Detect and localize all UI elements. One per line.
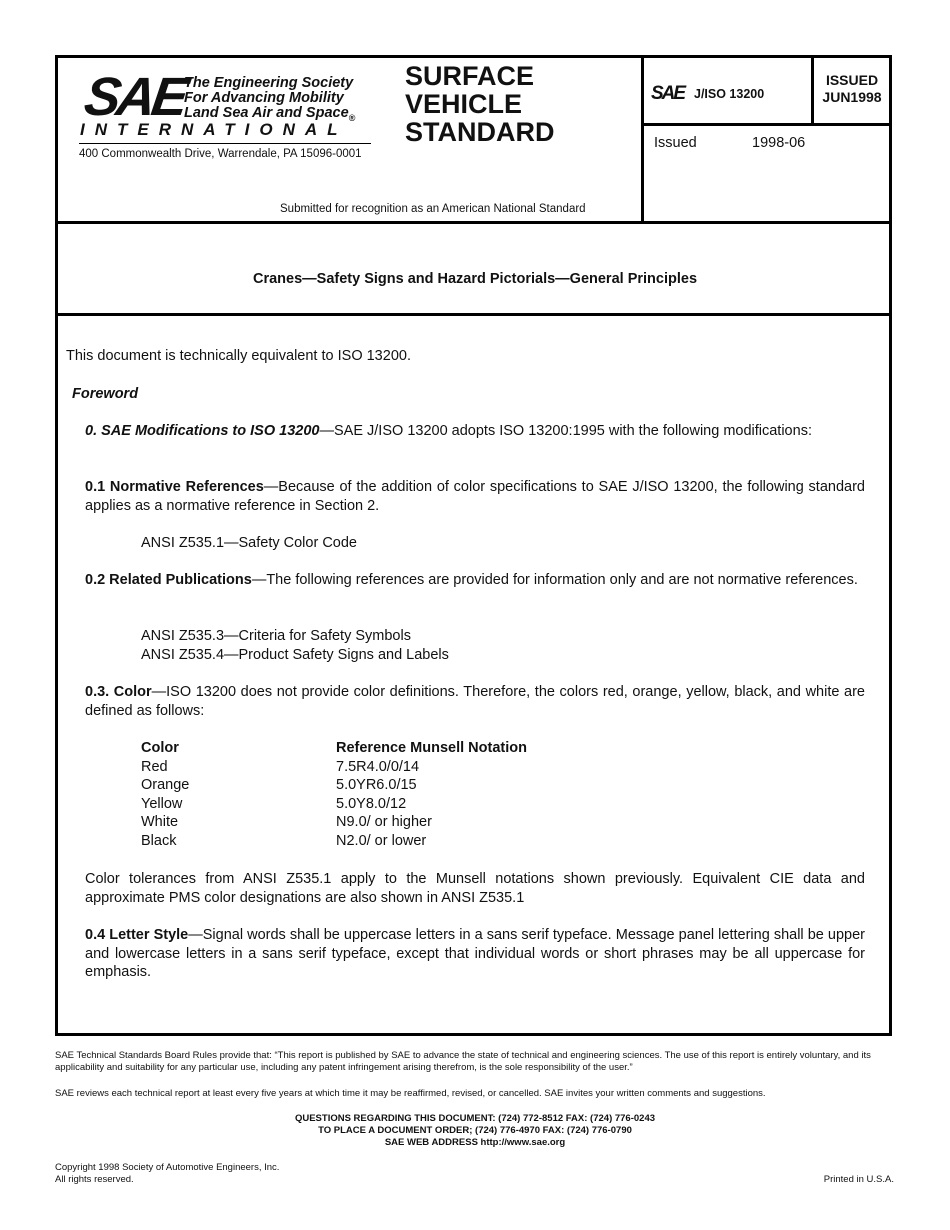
section-0-3-text: —ISO 13200 does not provide color definitions. Therefore, the colors red, orange, yellow, black, and white are defined as follows: [85, 684, 865, 719]
tagline-line-1: The Engineering Society [184, 75, 354, 91]
tagline-line-2: For Advancing Mobility [184, 90, 344, 106]
color-table-header: Color [141, 740, 179, 756]
color-table-cell: Red [141, 758, 168, 775]
issued-date: 1998-06 [752, 135, 806, 151]
issued-label: Issued [654, 135, 697, 151]
footer-contact [55, 1113, 895, 1149]
section-0-heading: 0. SAE Modifications to ISO 13200 [85, 423, 320, 439]
category-title [405, 62, 555, 146]
copyright [55, 1162, 455, 1186]
color-table-cell: Yellow [141, 795, 183, 812]
submitted-note: Submitted for recognition as an American National Standard [280, 203, 586, 215]
section-0 [85, 422, 865, 441]
section-0-1-heading: 0.1 Normative References [85, 479, 264, 495]
color-table-cell: White [141, 814, 179, 830]
foreword-heading: Foreword [72, 386, 139, 402]
header-vertical-divider [641, 55, 644, 223]
status-line-2: JUN1998 [822, 89, 882, 105]
color-table-header: Reference Munsell Notation [336, 740, 527, 756]
related-publications-list [141, 627, 449, 664]
sae-mini-logo: SAE [651, 83, 685, 104]
section-0-3-heading: 0.3. Color [85, 684, 152, 700]
section-0-1 [85, 478, 865, 515]
title-divider [55, 313, 892, 316]
normative-reference: ANSI Z535.1—Safety Color Code [141, 535, 357, 551]
section-0-4-text: —Signal words shall be uppercase letters in a sans serif typeface. Message panel lettering shall be upper and lowercase letters in a sans serif typeface, except that individual words or short phrases may be all uppercase for emphasis. [85, 927, 865, 980]
intro-text: This document is technically equivalent to ISO 13200. [66, 348, 411, 364]
contact-line: SAE WEB ADDRESS http://www.sae.org [384, 1137, 566, 1148]
footer-rules: SAE Technical Standards Board Rules provide that: “This report is published by SAE to advance the state of technical and engineering sciences. The use of this report is entirely voluntary, and its applicability and suitability for any particular use, including any patent infringement arising therefrom, is the sole responsibility of the user.” [55, 1050, 871, 1073]
copyright-line: Copyright 1998 Society of Automotive Engineers, Inc. [55, 1162, 280, 1173]
color-table-cell: N2.0/ or lower [336, 832, 427, 849]
color-tolerance-text: Color tolerances from ANSI Z535.1 apply to the Munsell notations shown previously. Equivalent CIE data and approximate PMS color designations are also shown in ANSI Z535.1 [85, 871, 865, 906]
header-divider [55, 221, 892, 224]
color-table-col-color [141, 739, 189, 850]
contact-line: TO PLACE A DOCUMENT ORDER; (724) 776-4970 FAX: (724) 776-0790 [318, 1125, 632, 1136]
printed-note: Printed in U.S.A. [823, 1174, 894, 1185]
section-0-2-heading: 0.2 Related Publications [85, 572, 252, 588]
category-line-2: VEHICLE [405, 89, 523, 119]
international-wordmark: INTERNATIONAL [80, 120, 348, 139]
color-table-cell: Black [141, 832, 177, 849]
category-line-3: STANDARD [405, 117, 555, 147]
related-publication: ANSI Z535.3—Criteria for Safety Symbols [141, 628, 411, 644]
color-table-cell: Orange [141, 777, 190, 793]
color-table-cell: N9.0/ or higher [336, 814, 432, 830]
document-title: Cranes—Safety Signs and Hazard Pictorials—General Principles [252, 271, 698, 287]
status-badge [814, 72, 890, 106]
section-0-1-text: —Because of the addition of color specifications to SAE J/ISO 13200, the following standard applies as a normative reference in Section 2. [85, 479, 865, 514]
color-table-cell: 7.5R4.0/0/14 [336, 758, 420, 775]
section-0-text: —SAE J/ISO 13200 adopts ISO 13200:1995 with the following modifications: [319, 423, 812, 439]
docnum-divider [641, 123, 892, 126]
color-table-col-munsell [336, 739, 527, 850]
society-tagline [184, 76, 355, 126]
section-0-4-heading: 0.4 Letter Style [85, 927, 189, 943]
rights-line: All rights reserved. [55, 1174, 134, 1185]
section-0-2 [85, 571, 865, 590]
category-line-1: SURFACE [405, 61, 535, 91]
footer-review: SAE reviews each technical report at least every five years at which time it may be reaffirmed, revised, or cancelled. SAE invites your written comments and suggestions. [55, 1088, 766, 1099]
contact-line: QUESTIONS REGARDING THIS DOCUMENT: (724) 772-8512 FAX: (724) 776-0243 [294, 1113, 656, 1124]
status-line-1: ISSUED [825, 72, 879, 88]
sae-logo: SAE [80, 67, 189, 127]
color-table-cell: 5.0Y8.0/12 [336, 795, 407, 812]
color-table-cell: 5.0YR6.0/15 [336, 777, 417, 793]
section-0-2-text: —The following references are provided for information only and are not normative references. [251, 572, 858, 588]
section-0-4 [85, 926, 865, 982]
tagline-line-3: Land Sea Air and Space$_®$ [184, 105, 356, 123]
document-number: J/ISO 13200 [694, 87, 765, 101]
wordmark-rule [79, 143, 371, 144]
address: 400 Commonwealth Drive, Warrendale, PA 15096-0001 [79, 148, 362, 160]
section-0-3 [85, 683, 865, 720]
related-publication: ANSI Z535.4—Product Safety Signs and Labels [141, 646, 449, 663]
